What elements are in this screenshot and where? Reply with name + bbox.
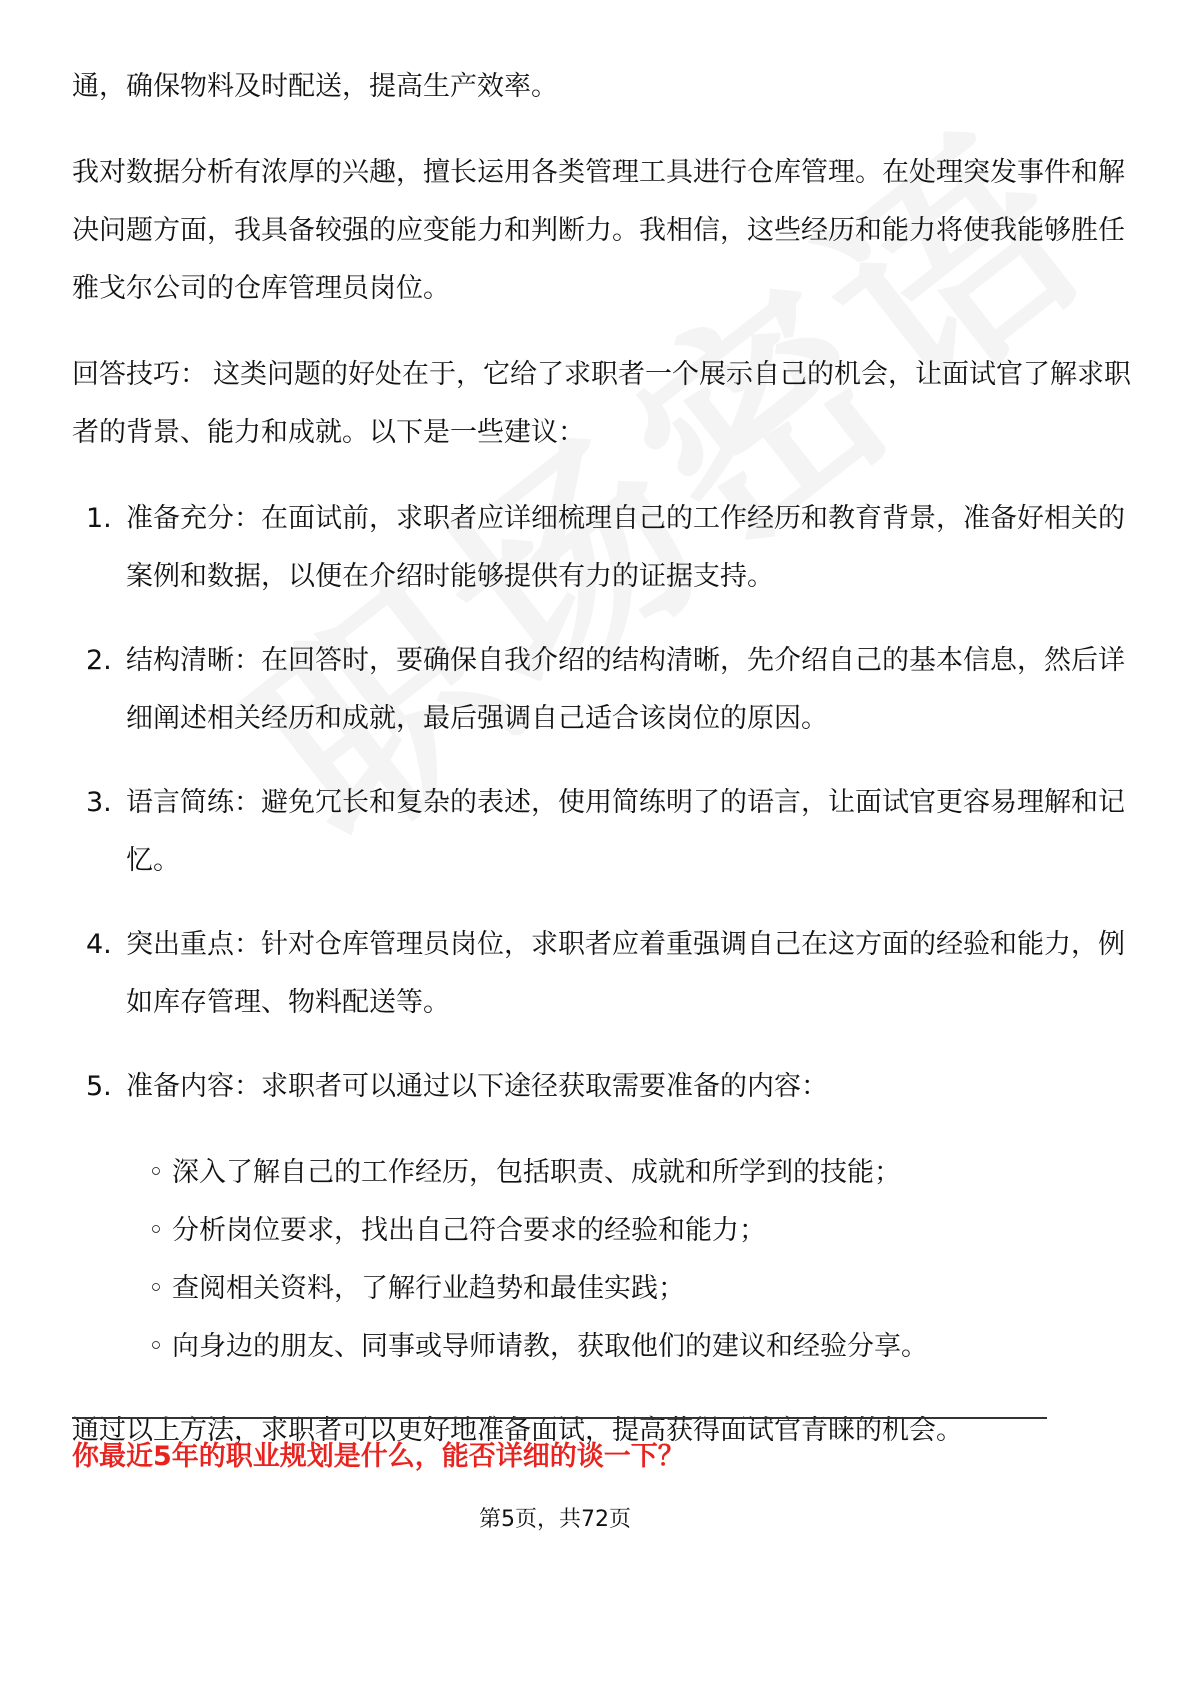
advice-item-1 <box>72 490 1132 606</box>
advice-item-5 <box>72 1058 1132 1376</box>
advice-number: 2. <box>86 645 112 676</box>
advice-number: 5. <box>86 1071 112 1102</box>
sub-item-text: 分析岗位要求，找出自己符合要求的经验和能力； <box>172 1215 766 1246</box>
tips-label: 回答技巧： <box>72 359 207 390</box>
advice-item-2 <box>72 632 1132 748</box>
closing-paragraph: 通过以上方法，求职者可以更好地准备面试，提高获得面试官青睐的机会。 <box>72 1415 963 1446</box>
tips-text: 这类问题的好处在于，它给了求职者一个展示自己的机会，让面试官了解求职者的背景、能力和成就。以下是一些建议： <box>72 359 1131 448</box>
next-question-heading: 你最近5年的职业规划是什么，能否详细的谈一下？ <box>72 1441 685 1472</box>
advice-text: 突出重点：针对仓库管理员岗位，求职者应着重强调自己在这方面的经验和能力，例如库存管理、物料配送等。 <box>126 929 1125 1018</box>
advice-item-4 <box>72 916 1132 1032</box>
sub-item <box>72 1144 1132 1202</box>
advice-item-3 <box>72 774 1132 890</box>
advice-text: 准备内容：求职者可以通过以下途径获取需要准备的内容： <box>126 1071 828 1102</box>
advice-number: 4. <box>86 929 112 960</box>
paragraph-experience: 我对数据分析有浓厚的兴趣，擅长运用各类管理工具进行仓库管理。在处理突发事件和解决问题方面，我具备较强的应变能力和判断力。我相信，这些经历和能力将使我能够胜任雅戈尔公司的仓库管理员岗位。 <box>72 157 1125 304</box>
advice-text: 语言简练：避免冗长和复杂的表述，使用简练明了的语言，让面试官更容易理解和记忆。 <box>126 787 1125 876</box>
advice-text: 准备充分：在面试前，求职者应详细梳理自己的工作经历和教育背景，准备好相关的案例和数据，以便在介绍时能够提供有力的证据支持。 <box>126 503 1125 592</box>
advice-list <box>72 490 1132 1376</box>
sub-item-text: 查阅相关资料，了解行业趋势和最佳实践； <box>172 1273 685 1304</box>
bullet-circle-icon: ◦ <box>148 1157 164 1188</box>
section-divider <box>72 1417 1047 1419</box>
sub-item <box>72 1318 1132 1376</box>
sub-item-text: 深入了解自己的工作经历，包括职责、成就和所学到的技能； <box>172 1157 901 1188</box>
paragraph-continuation: 通，确保物料及时配送，提高生产效率。 <box>72 71 558 102</box>
advice-number: 3. <box>86 787 112 818</box>
advice-number: 1. <box>86 503 112 534</box>
sub-item-text: 向身边的朋友、同事或导师请教，获取他们的建议和经验分享。 <box>172 1331 928 1362</box>
sub-item <box>72 1260 1132 1318</box>
page-footer: 第5页，共72页 <box>479 1507 631 1532</box>
sub-item <box>72 1202 1132 1260</box>
document-body <box>72 58 1132 1460</box>
tips-paragraph <box>72 346 1132 462</box>
bullet-circle-icon: ◦ <box>148 1331 164 1362</box>
bullet-circle-icon: ◦ <box>148 1215 164 1246</box>
advice-text: 结构清晰：在回答时，要确保自我介绍的结构清晰，先介绍自己的基本信息，然后详细阐述相关经历和成就，最后强调自己适合该岗位的原因。 <box>126 645 1125 734</box>
sub-list <box>126 1144 1132 1376</box>
bullet-circle-icon: ◦ <box>148 1273 164 1304</box>
